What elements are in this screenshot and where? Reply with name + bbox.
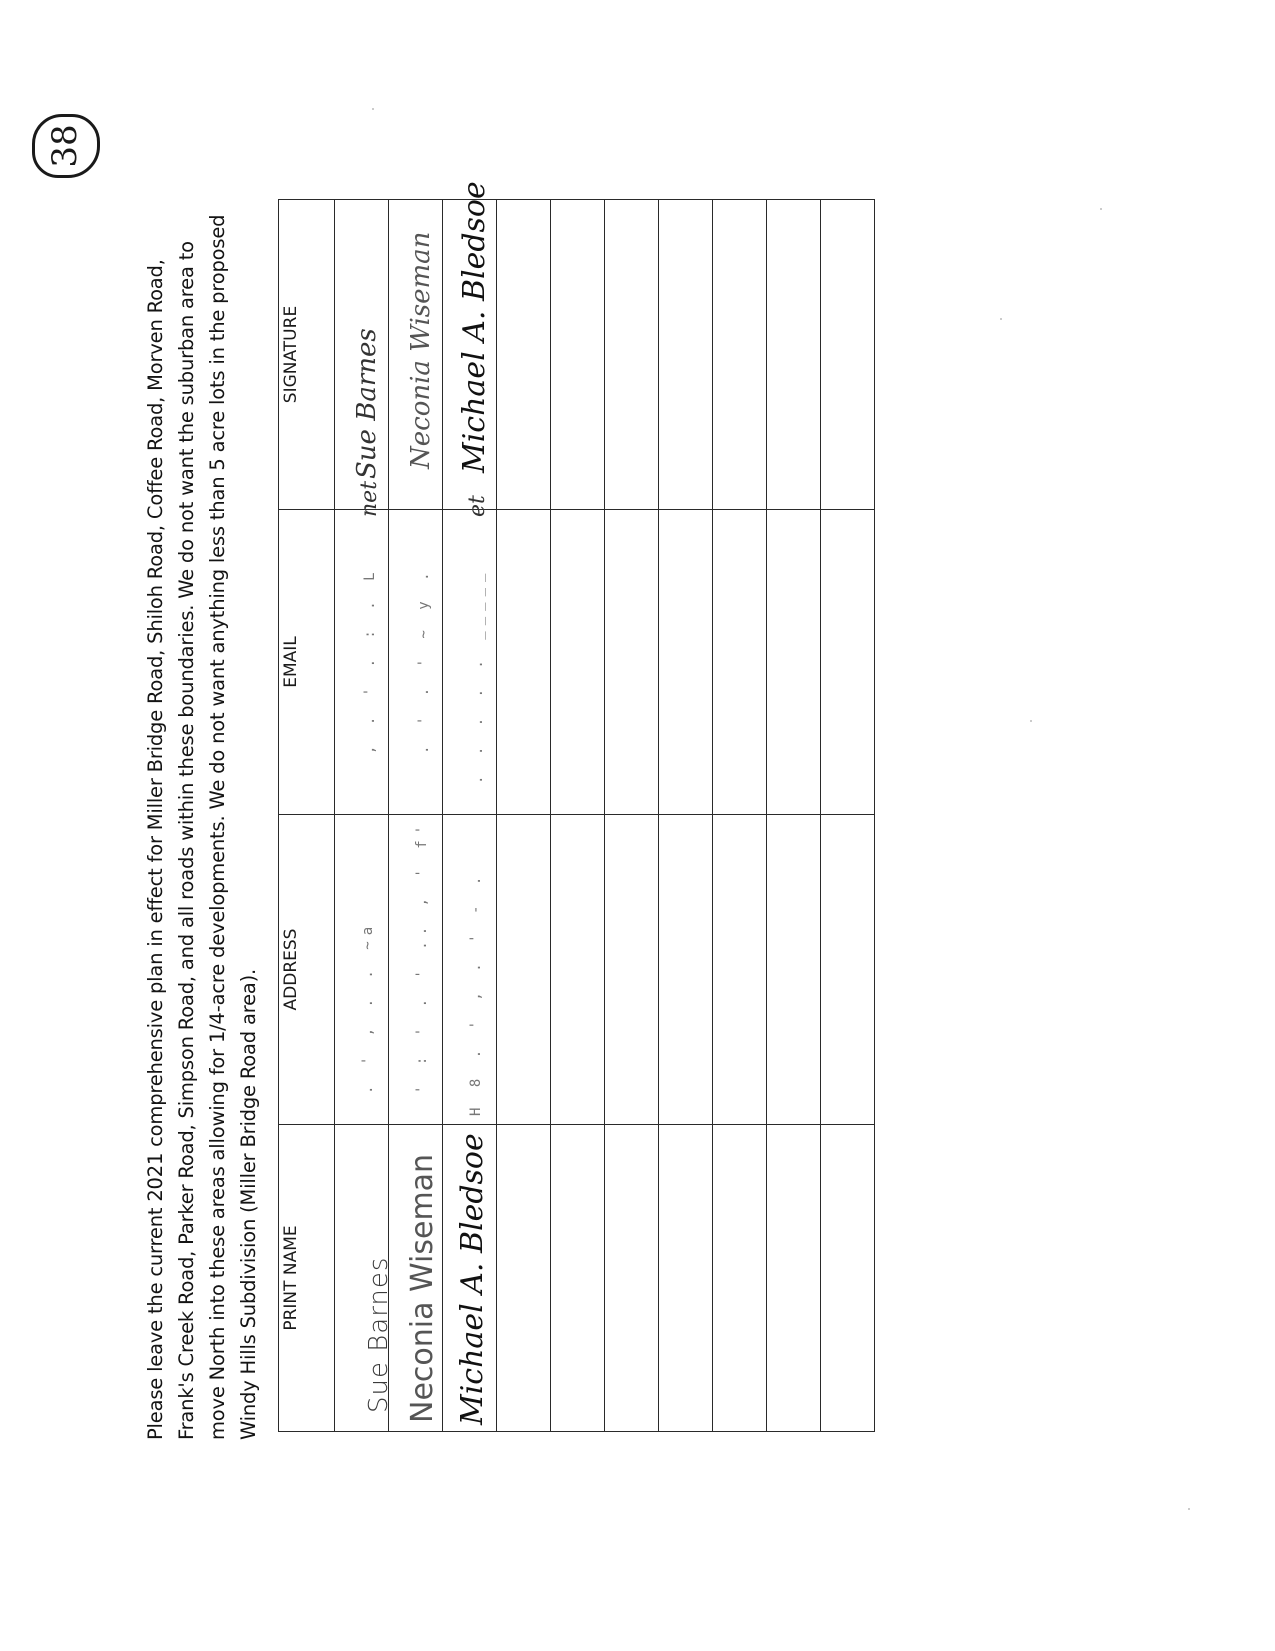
signature-prefix: et	[465, 495, 490, 517]
address-cell[interactable]	[767, 815, 821, 1125]
print-name-cell[interactable]	[821, 1125, 875, 1432]
column-header-address: ADDRESS	[279, 815, 335, 1125]
print-name-cell[interactable]	[443, 1125, 497, 1432]
scan-speck	[1000, 318, 1002, 320]
table-header-row	[279, 200, 335, 1432]
signature-cell[interactable]	[497, 200, 551, 510]
address-cell[interactable]	[821, 815, 875, 1125]
email-cell[interactable]	[389, 510, 443, 815]
print-name-value: Neconia Wiseman	[405, 1153, 440, 1423]
address-cell[interactable]	[335, 815, 389, 1125]
signature-value: Michael A. Bledsoe	[457, 181, 492, 473]
table-row	[605, 200, 659, 1432]
scan-speck	[1100, 208, 1102, 210]
table-row	[767, 200, 821, 1432]
email-cell[interactable]	[551, 510, 605, 815]
signature-table	[278, 181, 875, 1432]
page-number-mark: 38	[32, 114, 100, 178]
email-value-redacted: . . . . . _____	[470, 567, 486, 784]
print-name-cell[interactable]	[605, 1125, 659, 1432]
table-row	[659, 200, 713, 1432]
email-value-redacted: . ' . ' ~ y .	[416, 566, 432, 754]
table-row	[821, 200, 875, 1432]
signature-cell[interactable]	[389, 200, 443, 510]
signature-value: Neconia Wiseman	[406, 231, 436, 469]
address-cell[interactable]	[443, 815, 497, 1125]
print-name-cell[interactable]	[335, 1125, 394, 1432]
intro-line: move North into these areas allowing for 1/4-acre developments. We do not want anything less than 5 acre lots in the proposed	[206, 214, 229, 1440]
petition-intro	[140, 190, 264, 1440]
table-row	[335, 200, 389, 1432]
signature-cell[interactable]	[551, 200, 605, 510]
intro-line: Please leave the current 2021 comprehensive plan in effect for Miller Bridge Road, Shiloh Road, Coffee Road, Morven Road,	[144, 259, 167, 1440]
email-cell[interactable]	[605, 510, 659, 815]
address-value-redacted: . ' , . . ~a	[360, 920, 376, 1094]
signature-prefix: net	[357, 480, 382, 517]
signature-cell[interactable]	[713, 200, 767, 510]
print-name-value: Michael A. Bledsoe	[455, 1133, 490, 1425]
column-header-print-name: PRINT NAME	[279, 1125, 335, 1432]
email-value-redacted: , . ' . : . L	[362, 566, 378, 754]
table-row	[551, 200, 605, 1432]
address-value-redacted: ' : ' . ' .. , ' f'	[414, 819, 430, 1094]
print-name-cell[interactable]	[659, 1125, 713, 1432]
address-value-redacted: H 8 . ' , . ' - .	[468, 870, 484, 1116]
print-name-cell[interactable]	[713, 1125, 767, 1432]
email-cell[interactable]	[335, 510, 389, 815]
scan-speck	[372, 108, 374, 110]
intro-line: Windy Hills Subdivision (Miller Bridge Road area).	[237, 968, 260, 1440]
column-header-signature: SIGNATURE	[279, 200, 335, 510]
print-name-cell[interactable]	[497, 1125, 551, 1432]
address-cell[interactable]	[659, 815, 713, 1125]
signature-cell[interactable]	[443, 181, 497, 517]
email-cell[interactable]	[767, 510, 821, 815]
table-row	[497, 200, 551, 1432]
signature-cell[interactable]	[335, 200, 389, 517]
email-cell[interactable]	[443, 510, 497, 815]
signature-cell[interactable]	[821, 200, 875, 510]
email-cell[interactable]	[821, 510, 875, 815]
intro-line: Frank's Creek Road, Parker Road, Simpson Road, and all roads within these boundaries. We do not want the suburban area to	[175, 241, 198, 1440]
scan-speck	[1030, 720, 1032, 722]
table-row	[443, 200, 497, 1432]
table-row	[713, 200, 767, 1432]
address-cell[interactable]	[497, 815, 551, 1125]
print-name-cell[interactable]	[389, 1125, 443, 1432]
column-header-email: EMAIL	[279, 510, 335, 815]
address-cell[interactable]	[605, 815, 659, 1125]
address-cell[interactable]	[389, 815, 443, 1125]
scan-speck	[1188, 1508, 1190, 1510]
address-cell[interactable]	[713, 815, 767, 1125]
email-cell[interactable]	[497, 510, 551, 815]
signature-value: Sue Barnes	[352, 328, 382, 479]
table-row	[389, 200, 443, 1432]
print-name-cell[interactable]	[767, 1125, 821, 1432]
signature-cell[interactable]	[605, 200, 659, 510]
petition-page	[140, 180, 920, 1440]
print-name-value: Sue Barnes	[364, 1256, 394, 1413]
email-cell[interactable]	[659, 510, 713, 815]
address-cell[interactable]	[551, 815, 605, 1125]
signature-cell[interactable]	[767, 200, 821, 510]
email-cell[interactable]	[713, 510, 767, 815]
signature-cell[interactable]	[659, 200, 713, 510]
print-name-cell[interactable]	[551, 1125, 605, 1432]
